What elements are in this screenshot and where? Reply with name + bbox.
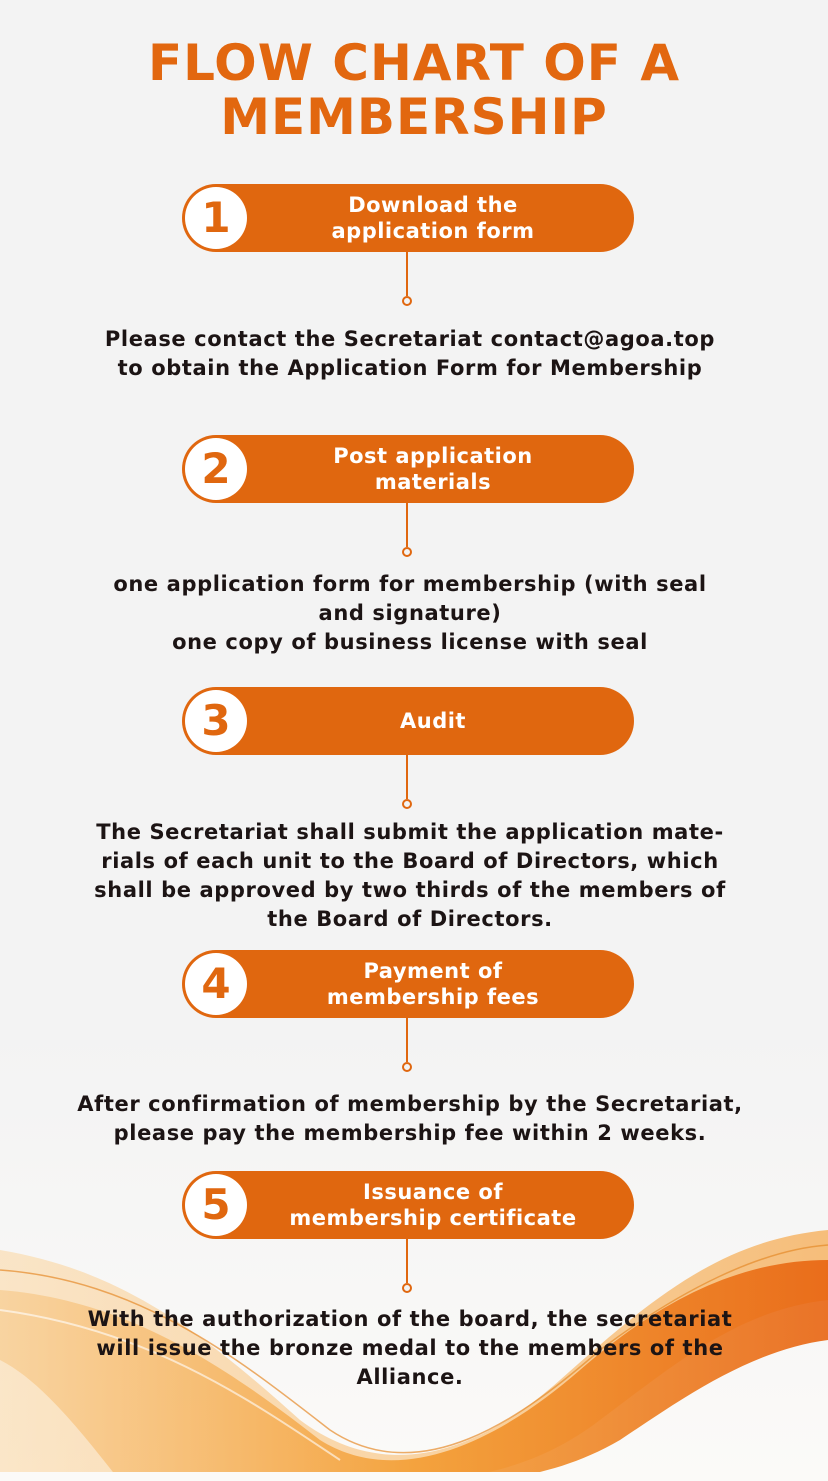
step-2-description xyxy=(40,570,780,657)
connector-dot-icon xyxy=(402,799,412,809)
step-5 xyxy=(182,1171,634,1239)
step-number-badge: 3 xyxy=(185,690,247,752)
connector-line xyxy=(406,1239,408,1283)
text-line: With the authorization of the board, the secretariat xyxy=(87,1307,733,1331)
text-line: materials xyxy=(374,470,492,494)
text-line: The Secretariat shall submit the application mate- xyxy=(96,820,724,844)
step-3 xyxy=(182,687,634,755)
text-line: membership certificate xyxy=(289,1206,577,1230)
text-line: please pay the membership fee within 2 weeks. xyxy=(113,1121,707,1145)
title-line: MEMBERSHIP xyxy=(220,88,608,146)
step-number-badge: 2 xyxy=(185,438,247,500)
step-label xyxy=(252,950,614,1018)
text-line: and signature) xyxy=(318,601,502,625)
step-1 xyxy=(182,184,634,252)
text-line: Alliance. xyxy=(356,1365,464,1389)
step-2 xyxy=(182,435,634,503)
text-line: membership fees xyxy=(326,985,540,1009)
connector-line xyxy=(406,755,408,799)
text-line: Download the xyxy=(348,193,518,217)
text-line: the Board of Directors. xyxy=(267,907,553,931)
step-5-description xyxy=(40,1305,780,1392)
text-line: application form xyxy=(331,219,535,243)
step-1-description xyxy=(40,325,780,383)
text-line: rials of each unit to the Board of Directors, which xyxy=(101,849,719,873)
text-line: Payment of xyxy=(363,959,503,983)
step-3-description xyxy=(40,818,780,934)
connector-dot-icon xyxy=(402,296,412,306)
step-4-description xyxy=(40,1090,780,1148)
text-line: one copy of business license with seal xyxy=(172,630,648,654)
step-number-badge: 4 xyxy=(185,953,247,1015)
step-label xyxy=(252,687,614,755)
step-4 xyxy=(182,950,634,1018)
text-line: After confirmation of membership by the Secretariat, xyxy=(77,1092,743,1116)
connector-dot-icon xyxy=(402,1283,412,1293)
text-line: to obtain the Application Form for Membership xyxy=(117,356,703,380)
connector-line xyxy=(406,503,408,547)
step-number-badge: 5 xyxy=(185,1174,247,1236)
connector-line xyxy=(406,252,408,296)
text-line: Please contact the Secretariat contact@agoa.top xyxy=(104,327,716,351)
title-line: FLOW CHART OF A xyxy=(147,34,681,92)
step-number-badge: 1 xyxy=(185,187,247,249)
step-label xyxy=(252,1171,614,1239)
connector-dot-icon xyxy=(402,1062,412,1072)
step-label xyxy=(252,184,614,252)
text-line: Audit xyxy=(400,709,466,733)
page-title xyxy=(0,36,828,144)
step-label xyxy=(252,435,614,503)
text-line: Issuance of xyxy=(363,1180,503,1204)
connector-dot-icon xyxy=(402,547,412,557)
connector-line xyxy=(406,1018,408,1062)
text-line: one application form for membership (with seal xyxy=(113,572,707,596)
text-line: shall be approved by two thirds of the members of xyxy=(94,878,726,902)
text-line: will issue the bronze medal to the members of the xyxy=(96,1336,724,1360)
text-line: Post application xyxy=(333,444,533,468)
